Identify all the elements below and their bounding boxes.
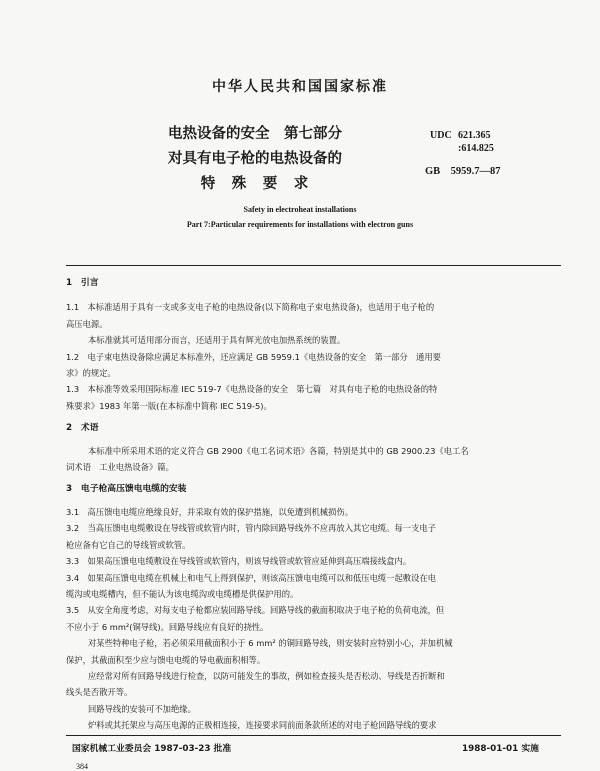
para-3-5h: 炉料或其托架应与高压电源的正极相连接，连接要求同前面条款所述的对电子枪回路导线的要求	[88, 720, 437, 731]
approval-date: 国家机械工业委员会 1987-03-23 批准	[72, 744, 232, 754]
udc-label: UDC	[430, 130, 452, 141]
para-1-2b: 求》的规定。	[66, 368, 116, 379]
para-1-3a: 1.3 本标准等效采用国际标准 IEC 519-7《电热设备的安全 第七篇 对具有电子枪的电热设备的特	[66, 384, 438, 395]
title-line-3: 特 殊 要 求	[200, 176, 310, 192]
section-1-heading: 1 引言	[66, 278, 99, 288]
para-1-1a: 1.1 本标准适用于具有一支或多支电子枪的电热设备(以下简称电子束电热设备)，也适用于电子枪的	[66, 302, 435, 313]
para-2b: 词术语 工业电热设备》篇。	[66, 462, 174, 473]
title-line-1: 电热设备的安全 第七部分	[168, 126, 342, 142]
para-3-5d: 保护，其截面积至少应与馈电电缆的导电截面积相等。	[66, 654, 266, 665]
title-line-2: 对具有电子枪的电热设备的	[168, 151, 342, 167]
body-text	[66, 275, 561, 734]
udc-code-2: :614.825	[458, 143, 494, 154]
top-divider	[66, 265, 561, 266]
para-3-5a: 3.5 从安全角度考虑，对每支电子枪都应装回路导线。回路导线的截面积取决于电子枪的负荷电流，但	[66, 605, 445, 616]
standard-header: 中华人民共和国国家标准	[212, 79, 388, 95]
para-1-3b: 殊要求》1983 年第一版(在本标准中简称 IEC 519-5)。	[66, 400, 272, 411]
english-title-2: Part 7:Particular requirements for installations with electron guns	[186, 220, 414, 229]
page-number: 384	[76, 762, 88, 771]
para-3-5c: 对某些特种电子枪，若必须采用截面积小于 6 mm² 的铜回路导线，则安装时应特别小心，并加机械	[88, 638, 453, 649]
para-3-5b: 不应小于 6 mm²(铜导线)。回路导线应有良好的挠性。	[66, 621, 269, 632]
para-1-1c: 本标准就其可适用部分而言，还适用于具有辉光放电加热系统的装置。	[88, 335, 346, 346]
bottom-divider	[66, 735, 561, 736]
para-3-1: 3.1 高压馈电电缆应绝缘良好，并采取有效的保护措施，以免遭到机械损伤。	[66, 506, 353, 517]
para-3-2b: 枪应备有它自己的导线管或软管。	[66, 539, 191, 550]
para-3-4a: 3.4 如果高压馈电电缆在机械上和电气上得到保护，则该高压馈电电缆可以和低压电缆一起敷设在电	[66, 572, 436, 583]
para-3-5g: 回路导线的安装可不加绝缘。	[88, 703, 196, 714]
para-1-2a: 1.2 电子束电热设备除应满足本标准外，还应满足 GB 5959.1《电热设备的安全 第一部分 通用要	[66, 351, 441, 362]
implementation-date: 1988-01-01 实施	[462, 744, 539, 754]
para-3-2a: 3.2 当高压馈电电缆敷设在导线管或软管内时，管内除回路导线外不应再放入其它电缆。每一支电子	[66, 523, 436, 534]
para-1-1b: 高压电源。	[66, 318, 108, 329]
para-3-5e: 应经常对所有回路导线进行检查，以防可能发生的事故，例如检查接头是否松动、导线是否折断和	[88, 670, 445, 681]
para-3-3: 3.3 如果高压馈电电缆敷设在导线管或软管内，则该导线管或软管应延伸到高压端接线盒内。	[66, 556, 412, 567]
para-2a: 本标准中所采用术语的定义符合 GB 2900《电工名词术语》各篇，特别是其中的 GB 2900.23《电工名	[88, 445, 469, 456]
para-3-4b: 缆沟或电缆槽内，但不能认为该电缆沟或电缆槽是供保护用的。	[66, 588, 299, 599]
section-3-heading: 3 电子枪高压馈电电缆的安装	[66, 484, 187, 495]
section-2-heading: 2 术语	[66, 423, 99, 434]
english-title-1: Safety in electroheat installations	[243, 205, 357, 214]
gb-number: GB 5959.7—87	[425, 166, 501, 177]
para-3-5f: 线头是否散开等。	[66, 687, 133, 698]
udc-code-1: 621.365	[458, 130, 491, 141]
